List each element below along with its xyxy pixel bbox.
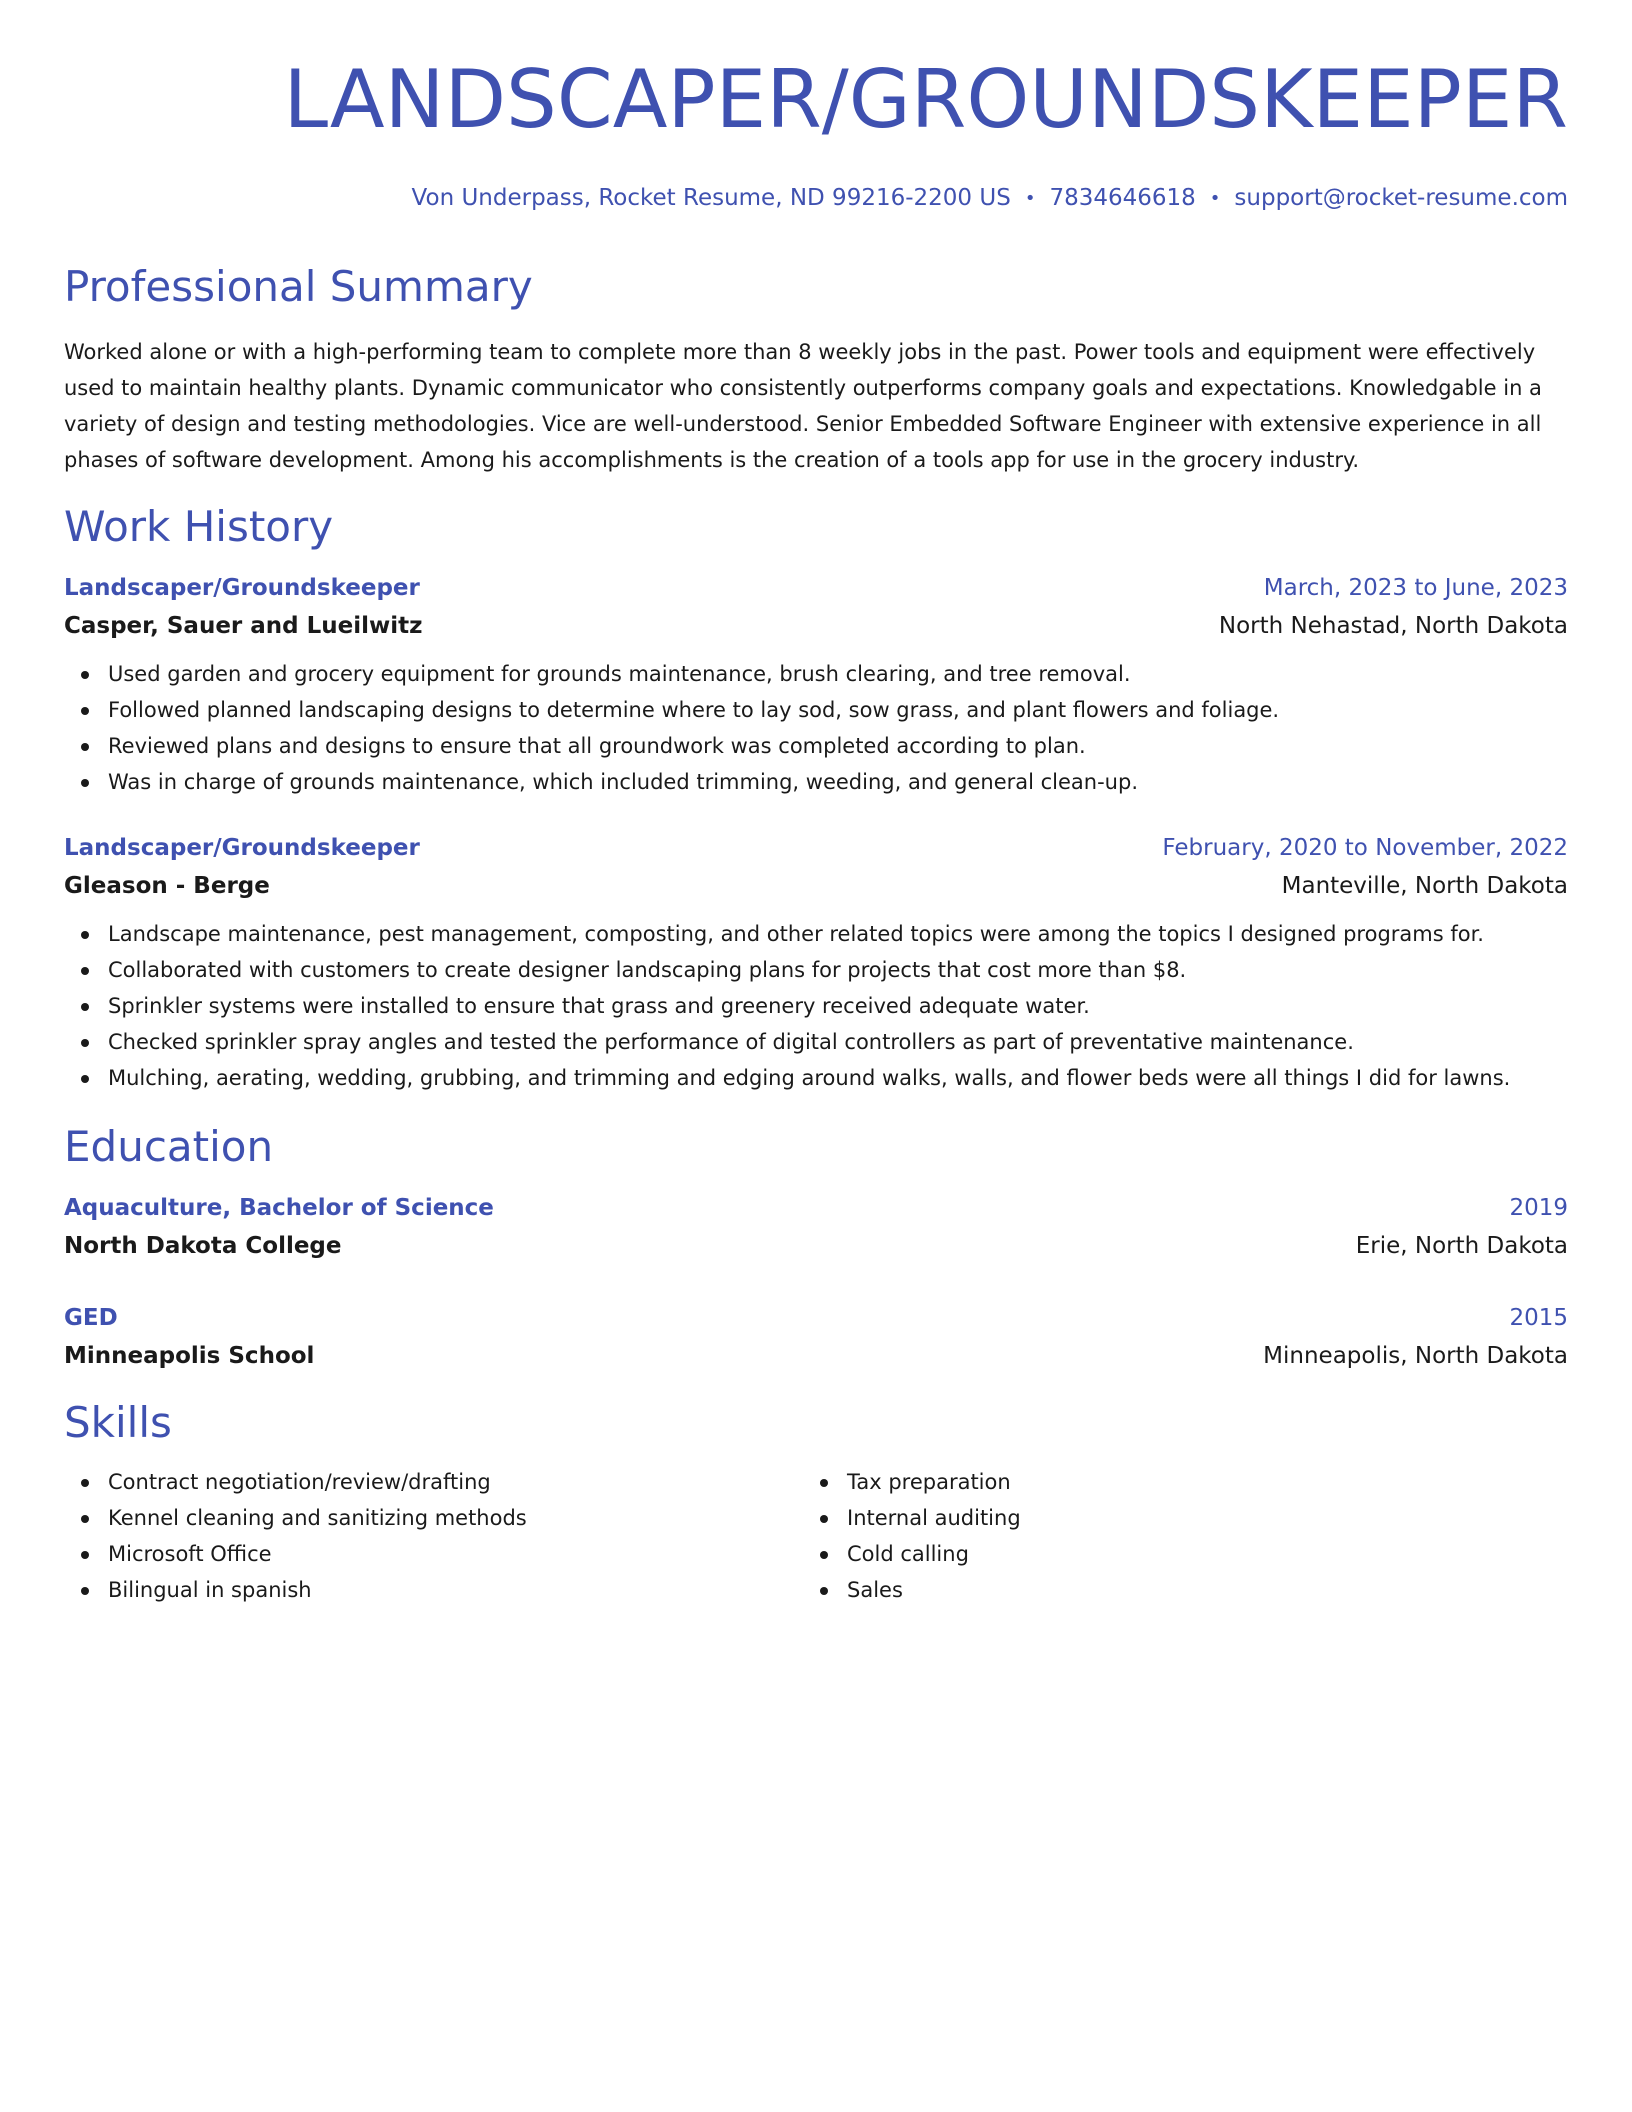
- list-item: Was in charge of grounds maintenance, which included trimming, weeding, and general clean-up.: [64, 764, 1568, 800]
- list-item: Landscape maintenance, pest management, composting, and other related topics were among the topics I designed programs for.: [64, 916, 1568, 952]
- job-dates: February, 2020 to November, 2022: [1162, 835, 1568, 861]
- education-entry: [64, 1304, 1568, 1370]
- skill-item: Microsoft Office: [64, 1536, 803, 1572]
- skills-list: [64, 1464, 803, 1608]
- job-title-row: [64, 834, 1568, 862]
- skill-item: Internal auditing: [803, 1500, 1555, 1536]
- summary-heading: Professional Summary: [64, 262, 533, 311]
- skills-list: [803, 1464, 1555, 1608]
- skill-item: Cold calling: [803, 1536, 1555, 1572]
- school-row: [64, 1342, 1568, 1370]
- education-heading: Education: [64, 1122, 274, 1171]
- job-bullets: [64, 656, 1568, 800]
- contact-separator: •: [1024, 188, 1036, 209]
- contact-phone: 7834646618: [1049, 185, 1196, 211]
- job-company-row: [64, 612, 1568, 640]
- resume-header: [64, 52, 1568, 213]
- summary-text: Worked alone or with a high-performing team to complete more than 8 weekly jobs in the past. Power tools and equipment were effectively used to maintain healthy plants. Dynamic communicator who consistently outperforms company goals and expectations. Knowledgable in a variety of design and testing methodologies. Vice are well-understood. Senior Embedded Software Engineer with extensive experience in all phases of software development. Among his accomplishments is the creation of a tools app for use in the grocery industry.: [64, 340, 1542, 472]
- contact-separator: •: [1209, 188, 1221, 209]
- list-item: Sprinkler systems were installed to ensure that grass and greenery received adequate water.: [64, 988, 1568, 1024]
- education-section: [64, 1122, 1568, 1370]
- skill-item: Tax preparation: [803, 1464, 1555, 1500]
- work-history-heading: Work History: [64, 502, 334, 551]
- job-entry: [64, 834, 1568, 1096]
- candidate-name: LANDSCAPER/GROUNDSKEEPER: [283, 53, 1568, 146]
- school-location: Minneapolis, North Dakota: [1263, 1343, 1568, 1369]
- job-company-row: [64, 872, 1568, 900]
- job-dates: March, 2023 to June, 2023: [1263, 575, 1568, 601]
- degree-year: 2015: [1509, 1305, 1568, 1331]
- job-location: North Nehastad, North Dakota: [1218, 613, 1568, 639]
- skill-item: Contract negotiation/review/drafting: [64, 1464, 803, 1500]
- school-name: Minneapolis School: [64, 1343, 315, 1369]
- list-item: Reviewed plans and designs to ensure that all groundwork was completed according to plan.: [64, 728, 1568, 764]
- degree-title: GED: [64, 1305, 118, 1331]
- list-item: Mulching, aerating, wedding, grubbing, and trimming and edging around walks, walls, and flower beds were all things I did for lawns.: [64, 1060, 1568, 1096]
- degree-year: 2019: [1509, 1195, 1568, 1221]
- list-item: Collaborated with customers to create designer landscaping plans for projects that cost more than $8.: [64, 952, 1568, 988]
- skills-column-left: [64, 1464, 803, 1608]
- contact-line: [64, 184, 1568, 213]
- contact-address: Von Underpass, Rocket Resume, ND 99216-2200 US: [411, 185, 1011, 211]
- skills-columns: [64, 1464, 1568, 1608]
- job-company: Gleason - Berge: [64, 873, 270, 899]
- degree-row: [64, 1194, 1568, 1222]
- job-location: Manteville, North Dakota: [1281, 873, 1568, 899]
- skill-item: Sales: [803, 1572, 1555, 1608]
- list-item: Checked sprinkler spray angles and tested the performance of digital controllers as part of preventative maintenance.: [64, 1024, 1568, 1060]
- list-item: Followed planned landscaping designs to determine where to lay sod, sow grass, and plant flowers and foliage.: [64, 692, 1568, 728]
- skills-column-right: [803, 1464, 1555, 1608]
- summary-section: [64, 262, 1568, 478]
- list-item: Used garden and grocery equipment for grounds maintenance, brush clearing, and tree removal.: [64, 656, 1568, 692]
- degree-title: Aquaculture, Bachelor of Science: [64, 1195, 494, 1221]
- job-entry: [64, 574, 1568, 800]
- job-title-row: [64, 574, 1568, 602]
- degree-row: [64, 1304, 1568, 1332]
- education-entry: [64, 1194, 1568, 1260]
- skill-item: Kennel cleaning and sanitizing methods: [64, 1500, 803, 1536]
- job-title: Landscaper/Groundskeeper: [64, 835, 420, 861]
- skills-heading: Skills: [64, 1398, 172, 1447]
- school-row: [64, 1232, 1568, 1260]
- school-location: Erie, North Dakota: [1355, 1233, 1568, 1259]
- job-bullets: [64, 916, 1568, 1096]
- skill-item: Bilingual in spanish: [64, 1572, 803, 1608]
- contact-email[interactable]: support@rocket-resume.com: [1234, 185, 1568, 211]
- job-title: Landscaper/Groundskeeper: [64, 575, 420, 601]
- school-name: North Dakota College: [64, 1233, 342, 1259]
- job-company: Casper, Sauer and Lueilwitz: [64, 613, 423, 639]
- skills-section: [64, 1398, 1568, 1608]
- work-history-section: [64, 502, 1568, 1096]
